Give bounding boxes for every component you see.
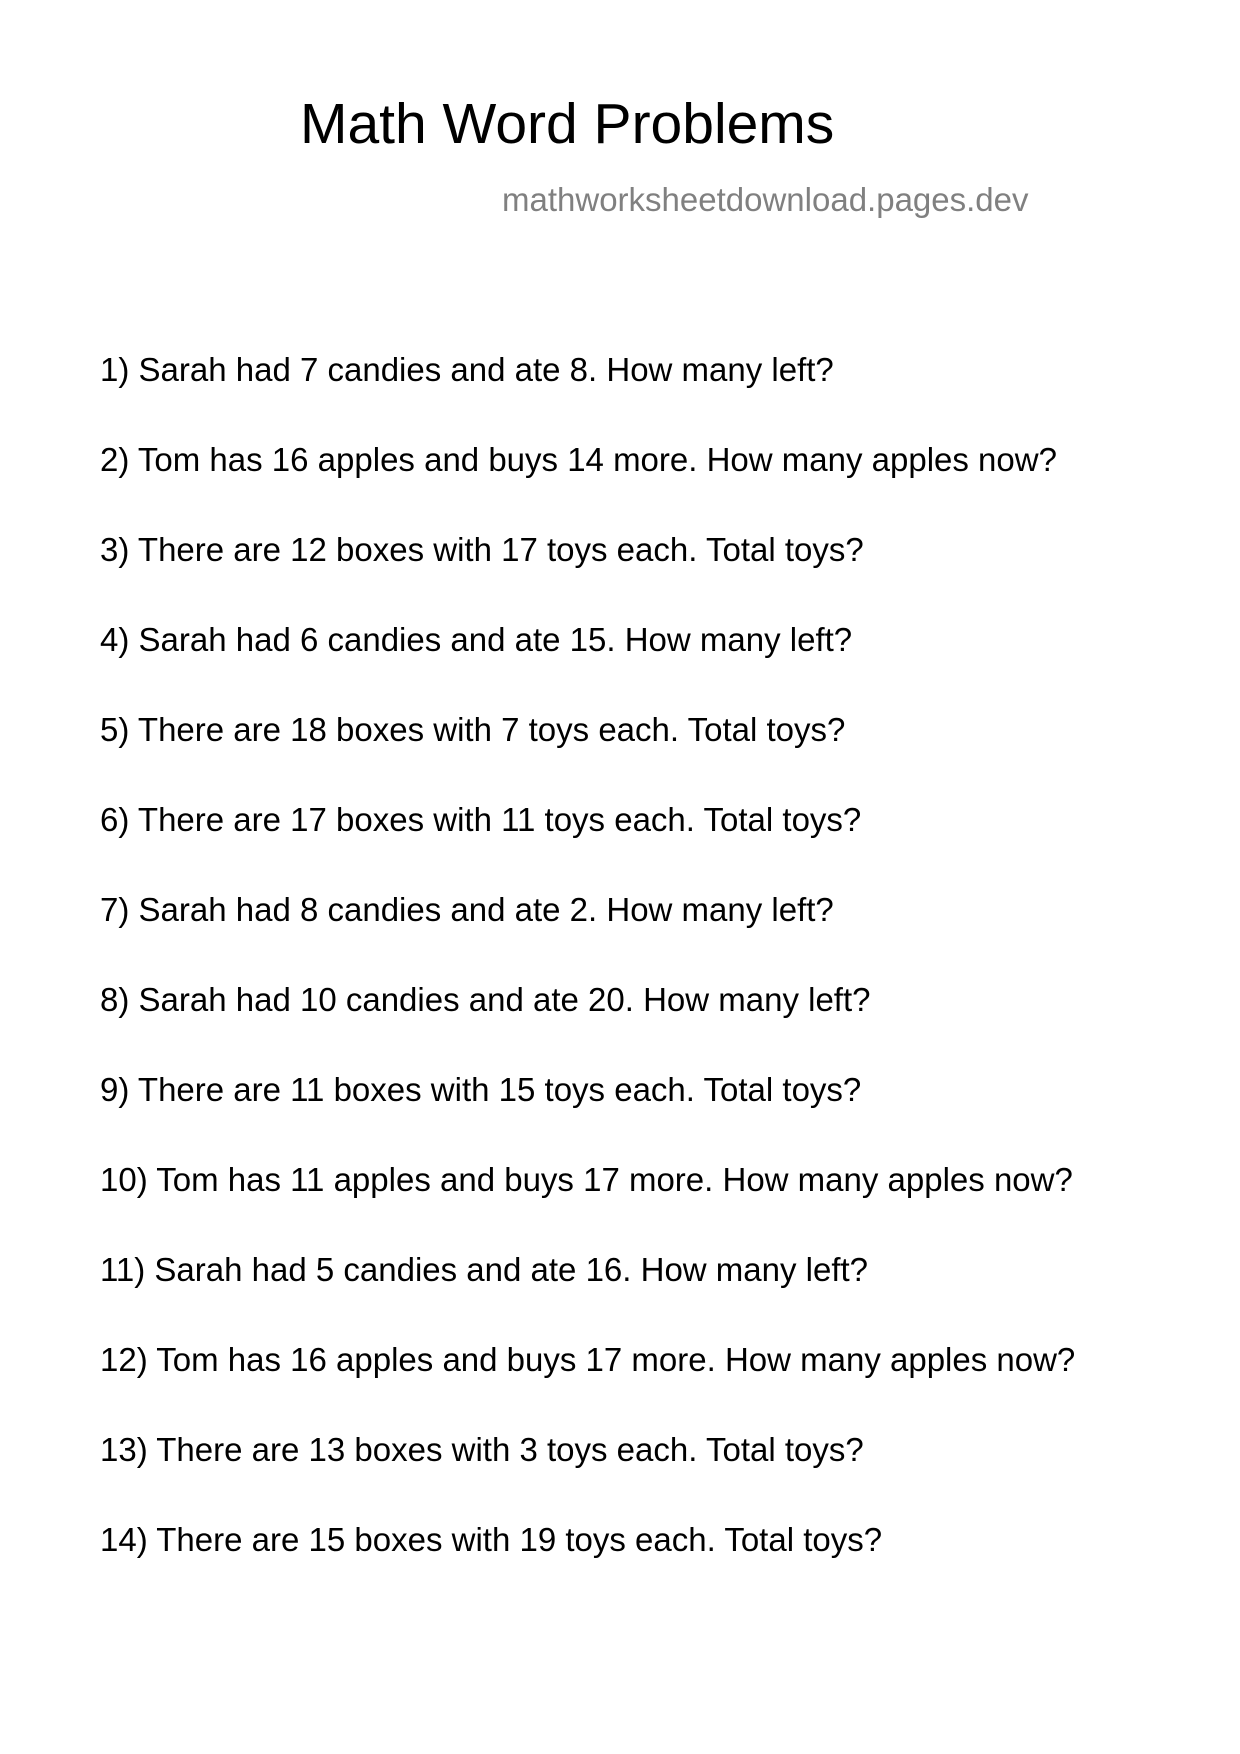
source-url: mathworksheetdownload.pages.dev xyxy=(502,181,1029,218)
problem-item: 13) There are 13 boxes with 3 toys each. Total toys? xyxy=(100,1431,864,1468)
problem-item: 4) Sarah had 6 candies and ate 15. How many left? xyxy=(100,621,853,658)
problem-item: 1) Sarah had 7 candies and ate 8. How many left? xyxy=(100,351,834,388)
problem-item: 8) Sarah had 10 candies and ate 20. How many left? xyxy=(100,981,871,1018)
problem-item: 10) Tom has 11 apples and buys 17 more. How many apples now? xyxy=(100,1161,1073,1198)
problem-item: 5) There are 18 boxes with 7 toys each. Total toys? xyxy=(100,711,846,748)
problem-item: 2) Tom has 16 apples and buys 14 more. How many apples now? xyxy=(100,441,1057,478)
problem-item: 6) There are 17 boxes with 11 toys each. Total toys? xyxy=(100,801,862,838)
worksheet-title: Math Word Problems xyxy=(300,92,835,156)
problem-list xyxy=(100,350,1075,1610)
problem-item: 11) Sarah had 5 candies and ate 16. How many left? xyxy=(100,1251,869,1288)
problem-item: 12) Tom has 16 apples and buys 17 more. How many apples now? xyxy=(100,1341,1076,1378)
problem-item: 7) Sarah had 8 candies and ate 2. How many left? xyxy=(100,891,834,928)
problem-item: 9) There are 11 boxes with 15 toys each. Total toys? xyxy=(100,1071,862,1108)
problem-item: 14) There are 15 boxes with 19 toys each. Total toys? xyxy=(100,1521,883,1558)
problem-item: 3) There are 12 boxes with 17 toys each. Total toys? xyxy=(100,531,864,568)
